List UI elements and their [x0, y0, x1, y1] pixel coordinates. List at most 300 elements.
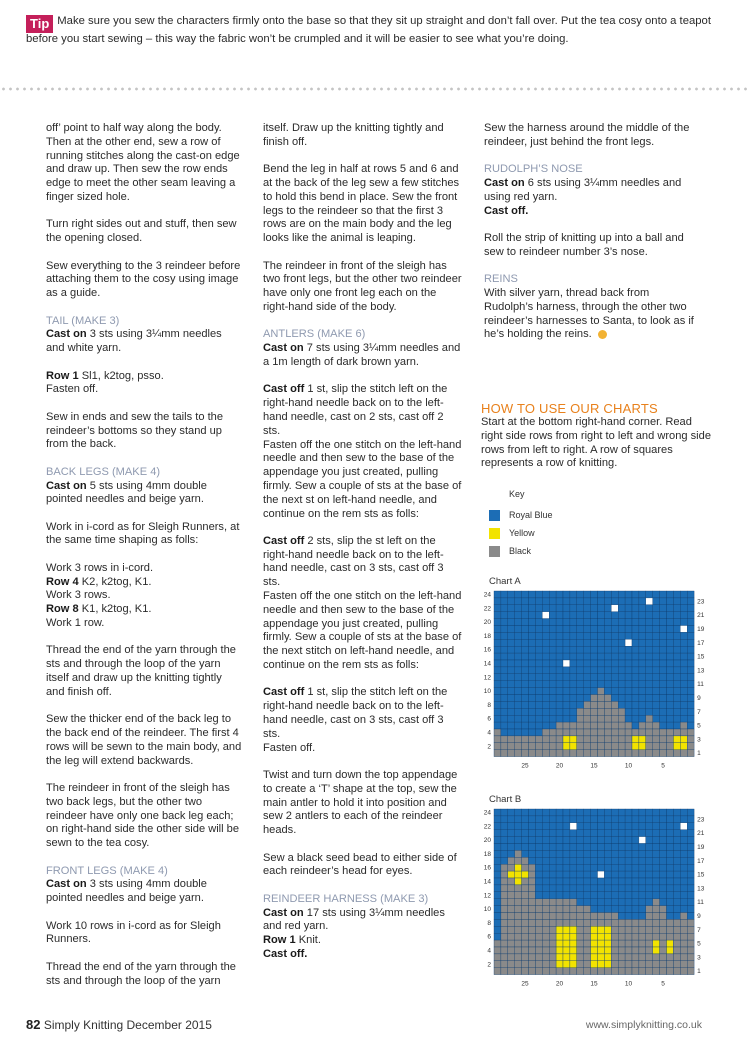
chart-cell: [542, 850, 549, 857]
chart-cell: [584, 715, 591, 722]
chart-cell: [618, 605, 625, 612]
chart-cell: [577, 919, 584, 926]
paragraph: Sew the harness around the middle of the reindeer, just behind the front legs.: [484, 122, 690, 148]
chart-cell: [618, 857, 625, 864]
chart-cell: [542, 598, 549, 605]
chart-cell: [660, 919, 667, 926]
chart-cell: [680, 947, 687, 954]
chart-cell: [501, 612, 508, 619]
chart-cell: [667, 715, 674, 722]
chart-cell: [563, 816, 570, 823]
chart-cell: [632, 857, 639, 864]
chart-cell: [529, 695, 536, 702]
chart-cell: [563, 619, 570, 626]
chart-cell: [508, 913, 515, 920]
chart-cell: [501, 940, 508, 947]
chart-cell: [598, 605, 605, 612]
chart-cell: [660, 667, 667, 674]
chart-cell: [529, 961, 536, 968]
chart-b-title: Chart B: [489, 794, 522, 805]
chart-cell: [522, 736, 529, 743]
swatch-black: [489, 546, 500, 557]
chart-cell: [494, 940, 501, 947]
instruction: Cast on 17 sts using 3¼mm needles and red yarn.: [263, 906, 445, 933]
chart-cell: [618, 736, 625, 743]
instruction: Cast on 7 sts using 3¼mm needles and a 1m length of dark brown yarn.: [263, 342, 461, 368]
chart-b: [476, 806, 706, 994]
chart-cell: [584, 926, 591, 933]
chart-cell: [570, 715, 577, 722]
chart-cell: [625, 695, 632, 702]
row-tick-label: 21: [697, 612, 705, 620]
chart-cell: [556, 722, 563, 729]
chart-cell: [529, 736, 536, 743]
chart-cell: [542, 688, 549, 695]
chart-cell: [632, 591, 639, 598]
chart-cell: [556, 919, 563, 926]
chart-cell: [625, 933, 632, 940]
chart-cell: [556, 612, 563, 619]
chart-cell: [639, 639, 646, 646]
paragraph: Sew a black seed bead to either side of each reindeer’s head for eyes.: [263, 851, 457, 878]
chart-cell: [625, 632, 632, 639]
chart-cell: [549, 913, 556, 920]
chart-cell: [660, 701, 667, 708]
chart-cell: [639, 864, 646, 871]
chart-cell: [625, 885, 632, 892]
chart-cell: [529, 844, 536, 851]
chart-cell: [646, 816, 653, 823]
chart-cell: [660, 646, 667, 653]
chart-cell: [577, 729, 584, 736]
chart-cell: [660, 809, 667, 816]
row-tick-label: 18: [483, 850, 491, 858]
chart-cell: [549, 674, 556, 681]
chart-cell: [563, 632, 570, 639]
chart-cell: [653, 612, 660, 619]
chart-cell: [653, 605, 660, 612]
instruction: Row 4 K2, k2tog, K1.: [46, 575, 152, 588]
chart-cell: [687, 919, 694, 926]
chart-cell: [598, 844, 605, 851]
chart-cell: [529, 954, 536, 961]
chart-cell: [556, 850, 563, 857]
chart-cell: [625, 729, 632, 736]
chart-cell: [653, 837, 660, 844]
chart-cell: [687, 809, 694, 816]
chart-cell: [591, 722, 598, 729]
chart-cell: [598, 695, 605, 702]
chart-cell: [494, 743, 501, 750]
chart-cell: [556, 933, 563, 940]
chart-cell: [591, 878, 598, 885]
chart-cell: [570, 830, 577, 837]
chart-cell: [591, 837, 598, 844]
chart-cell: [639, 598, 646, 605]
chart-cell: [535, 864, 542, 871]
chart-cell: [660, 660, 667, 667]
chart-cell: [522, 968, 529, 975]
chart-cell: [632, 940, 639, 947]
chart-cell: [591, 954, 598, 961]
chart-cell: [542, 892, 549, 899]
chart-cell: [598, 830, 605, 837]
chart-cell: [556, 864, 563, 871]
chart-cell: [577, 844, 584, 851]
end-mark-icon: [598, 330, 607, 339]
chart-cell: [584, 850, 591, 857]
key-item: Black: [489, 542, 553, 560]
chart-cell: [687, 667, 694, 674]
chart-cell: [667, 857, 674, 864]
chart-cell: [570, 626, 577, 633]
chart-cell: [611, 823, 618, 830]
chart-cell: [577, 968, 584, 975]
chart-cell: [549, 899, 556, 906]
chart-cell: [591, 750, 598, 757]
chart-cell: [604, 736, 611, 743]
chart-cell: [522, 619, 529, 626]
row-tick-label: 16: [483, 864, 491, 872]
chart-cell: [673, 639, 680, 646]
chart-cell: [508, 688, 515, 695]
chart-cell: [639, 954, 646, 961]
chart-cell: [542, 816, 549, 823]
row-tick-label: 17: [697, 639, 705, 647]
chart-cell: [515, 736, 522, 743]
chart-cell: [653, 701, 660, 708]
chart-cell: [667, 722, 674, 729]
chart-cell: [632, 919, 639, 926]
chart-cell: [563, 743, 570, 750]
chart-cell: [535, 736, 542, 743]
chart-cell: [639, 619, 646, 626]
chart-cell: [515, 729, 522, 736]
chart-cell: [529, 639, 536, 646]
key-item: Royal Blue: [489, 506, 553, 524]
chart-cell: [508, 940, 515, 947]
chart-cell: [563, 871, 570, 878]
chart-cell: [598, 816, 605, 823]
chart-cell: [563, 708, 570, 715]
row-tick-label: 7: [697, 708, 701, 716]
chart-cell: [542, 681, 549, 688]
chart-cell: [570, 750, 577, 757]
chart-cell: [529, 667, 536, 674]
chart-cell: [529, 906, 536, 913]
chart-cell: [570, 871, 577, 878]
chart-cell: [625, 708, 632, 715]
chart-cell: [549, 837, 556, 844]
chart-cell: [653, 632, 660, 639]
chart-cell: [604, 947, 611, 954]
chart-cell: [563, 961, 570, 968]
chart-cell: [604, 933, 611, 940]
chart-cell: [618, 878, 625, 885]
chart-cell: [660, 926, 667, 933]
chart-cell: [667, 688, 674, 695]
chart-cell: [598, 885, 605, 892]
chart-cell: [680, 639, 687, 646]
chart-cell: [535, 605, 542, 612]
chart-cell: [549, 736, 556, 743]
chart-cell: [529, 823, 536, 830]
chart-cell: [529, 809, 536, 816]
section-heading-harness: REINDEER HARNESS (MAKE 3): [263, 892, 429, 905]
chart-cell: [501, 701, 508, 708]
chart-cell: [653, 591, 660, 598]
row-tick-label: 3: [697, 954, 701, 962]
chart-cell: [625, 940, 632, 947]
row-tick-label: 18: [483, 632, 491, 640]
chart-cell: [604, 715, 611, 722]
chart-cell: [529, 968, 536, 975]
chart-cell: [494, 681, 501, 688]
chart-cell: [515, 850, 522, 857]
chart-cell: [591, 892, 598, 899]
chart-cell: [653, 899, 660, 906]
chart-cell: [515, 653, 522, 660]
chart-cell: [549, 695, 556, 702]
chart-cell: [653, 892, 660, 899]
chart-cell: [570, 681, 577, 688]
chart-cell: [646, 857, 653, 864]
chart-cell: [611, 681, 618, 688]
chart-cell: [570, 660, 577, 667]
chart-cell: [618, 653, 625, 660]
chart-cell: [591, 626, 598, 633]
chart-cell: [598, 729, 605, 736]
chart-cell: [639, 933, 646, 940]
chart-cell: [535, 632, 542, 639]
chart-cell: [535, 906, 542, 913]
chart-cell: [515, 919, 522, 926]
chart-cell: [508, 605, 515, 612]
chart-cell: [632, 830, 639, 837]
chart-cell: [522, 961, 529, 968]
chart-cell: [591, 708, 598, 715]
chart-cell: [673, 947, 680, 954]
chart-cell: [673, 864, 680, 871]
chart-cell: [618, 667, 625, 674]
instruction: Fasten off the one stitch on the left-hand needle and then sew to the base of the appendage you just created, pulling firmly. Sew a couple of sts at the base of the next st on left-hand needle, and continue on the rem sts as folls:: [263, 438, 462, 520]
row-tick-label: 7: [697, 926, 701, 934]
chart-cell: [584, 667, 591, 674]
chart-cell: [687, 750, 694, 757]
chart-cell: [563, 736, 570, 743]
instruction: Fasten off.: [263, 741, 316, 754]
chart-cell: [646, 674, 653, 681]
chart-cell: [673, 612, 680, 619]
chart-cell: [535, 681, 542, 688]
chart-cell: [591, 933, 598, 940]
chart-cell: [542, 885, 549, 892]
chart-cell: [618, 871, 625, 878]
chart-cell: [660, 844, 667, 851]
chart-cell: [625, 591, 632, 598]
chart-cell: [577, 653, 584, 660]
chart-cell: [522, 632, 529, 639]
chart-cell: [618, 919, 625, 926]
chart-cell: [618, 660, 625, 667]
chart-cell: [660, 933, 667, 940]
chart-cell: [529, 701, 536, 708]
chart-cell: [687, 743, 694, 750]
chart-cell: [563, 626, 570, 633]
row-tick-label: 23: [697, 816, 705, 824]
chart-cell: [673, 954, 680, 961]
chart-cell: [598, 968, 605, 975]
chart-cell: [591, 885, 598, 892]
chart-cell: [646, 968, 653, 975]
chart-cell: [501, 667, 508, 674]
chart-cell: [639, 837, 646, 844]
chart-cell: [667, 837, 674, 844]
chart-cell: [598, 688, 605, 695]
chart-cell: [584, 864, 591, 871]
chart-cell: [598, 913, 605, 920]
chart-cell: [598, 639, 605, 646]
chart-cell: [542, 743, 549, 750]
chart-cell: [591, 619, 598, 626]
chart-cell: [542, 674, 549, 681]
chart-cell: [632, 715, 639, 722]
chart-cell: [556, 899, 563, 906]
chart-cell: [508, 933, 515, 940]
section-heading-reins: REINS: [484, 273, 518, 286]
chart-cell: [611, 695, 618, 702]
chart-cell: [687, 885, 694, 892]
chart-cell: [570, 954, 577, 961]
chart-cell: [660, 961, 667, 968]
chart-cell: [515, 598, 522, 605]
chart-cell: [687, 591, 694, 598]
chart-cell: [570, 729, 577, 736]
chart-cell: [529, 619, 536, 626]
chart-cell: [542, 708, 549, 715]
chart-cell: [570, 667, 577, 674]
chart-cell: [529, 913, 536, 920]
chart-cell: [687, 926, 694, 933]
chart-cell: [584, 913, 591, 920]
chart-cell: [591, 906, 598, 913]
chart-cell: [604, 653, 611, 660]
chart-cell: [667, 940, 674, 947]
chart-cell: [653, 830, 660, 837]
chart-cell: [618, 885, 625, 892]
chart-cell: [639, 961, 646, 968]
chart-cell: [563, 823, 570, 830]
chart-cell: [542, 722, 549, 729]
chart-cell: [494, 871, 501, 878]
chart-cell: [646, 871, 653, 878]
chart-cell: [522, 850, 529, 857]
footer-left: 82 Simply Knitting December 2015: [26, 1017, 212, 1032]
chart-cell: [673, 660, 680, 667]
chart-cell: [577, 809, 584, 816]
chart-cell: [598, 954, 605, 961]
chart-cell: [515, 892, 522, 899]
chart-cell: [522, 639, 529, 646]
chart-cell: [598, 626, 605, 633]
chart-cell: [646, 899, 653, 906]
chart-cell: [556, 926, 563, 933]
chart-cell: [522, 809, 529, 816]
chart-cell: [639, 743, 646, 750]
chart-cell: [494, 729, 501, 736]
chart-cell: [529, 653, 536, 660]
chart-cell: [618, 674, 625, 681]
stitch-tick-label: 10: [624, 980, 633, 988]
chart-cell: [618, 837, 625, 844]
chart-cell: [673, 926, 680, 933]
chart-cell: [556, 743, 563, 750]
chart-cell: [680, 926, 687, 933]
chart-cell: [660, 681, 667, 688]
chart-cell: [632, 708, 639, 715]
chart-cell: [563, 919, 570, 926]
chart-cell: [687, 947, 694, 954]
chart-cell: [508, 878, 515, 885]
chart-cell: [667, 947, 674, 954]
chart-cell: [535, 830, 542, 837]
chart-cell: [577, 823, 584, 830]
chart-cell: [667, 961, 674, 968]
chart-cell: [577, 722, 584, 729]
chart-cell: [522, 837, 529, 844]
instruction: Fasten off the one stitch on the left-hand needle and then sew to the base of the appendage you just created, pulling firmly. Sew a couple of sts at the base of the next stitch on left-hand needle, and continue on the rem sts as folls:: [263, 590, 462, 672]
chart-cell: [584, 722, 591, 729]
chart-cell: [577, 743, 584, 750]
chart-cell: [542, 605, 549, 612]
chart-cell: [632, 816, 639, 823]
chart-cell: [667, 674, 674, 681]
section-heading-front-legs: FRONT LEGS (MAKE 4): [46, 864, 168, 877]
chart-cell: [632, 871, 639, 878]
chart-cell: [563, 688, 570, 695]
chart-cell: [591, 612, 598, 619]
chart-cell: [618, 715, 625, 722]
chart-cell: [556, 632, 563, 639]
chart-cell: [632, 906, 639, 913]
chart-cell: [653, 688, 660, 695]
chart-cell: [535, 708, 542, 715]
chart-cell: [570, 722, 577, 729]
chart-cell: [584, 639, 591, 646]
chart-cell: [494, 885, 501, 892]
chart-cell: [549, 688, 556, 695]
chart-cell: [577, 899, 584, 906]
chart-cell: [611, 816, 618, 823]
chart-cell: [611, 850, 618, 857]
chart-cell: [508, 919, 515, 926]
chart-cell: [673, 715, 680, 722]
chart-cell: [556, 701, 563, 708]
chart-cell: [598, 708, 605, 715]
chart-cell: [625, 864, 632, 871]
chart-cell: [632, 619, 639, 626]
chart-cell: [673, 632, 680, 639]
chart-cell: [501, 933, 508, 940]
chart-cell: [542, 919, 549, 926]
chart-cell: [535, 591, 542, 598]
chart-cell: [584, 736, 591, 743]
row-tick-label: 19: [697, 626, 705, 634]
chart-cell: [542, 591, 549, 598]
chart-cell: [646, 837, 653, 844]
chart-cell: [522, 660, 529, 667]
tip-badge: Tip: [26, 15, 53, 33]
